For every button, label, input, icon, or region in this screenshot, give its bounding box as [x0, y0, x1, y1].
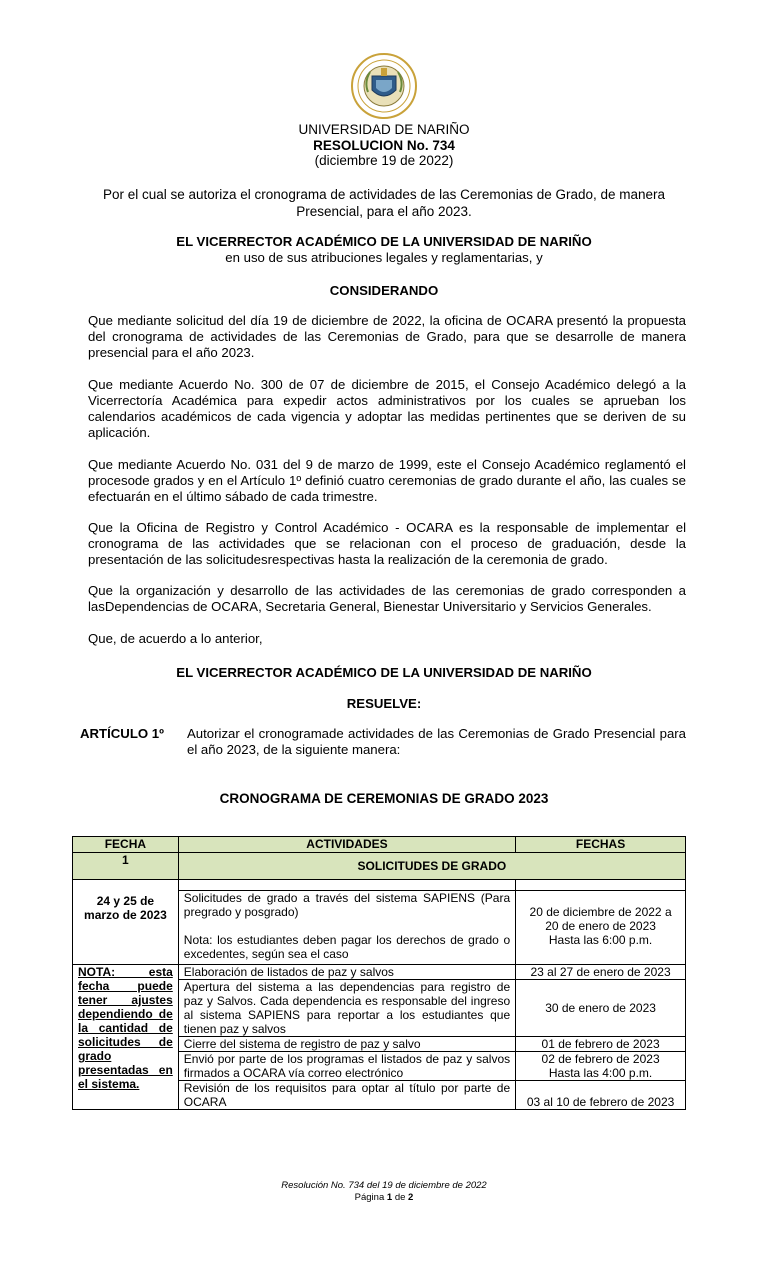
page-current: 1	[386, 1192, 393, 1203]
date-line: 01 de febrero de 2023	[516, 1037, 686, 1052]
resuelve-heading: RESUELVE:	[346, 696, 422, 711]
column-header-actividades: ACTIVIDADES	[178, 837, 515, 853]
article-text: Autorizar el cronogramade actividades de las Ceremonias de Grado Presencial para el año 2023, de la siguiente manera:	[187, 726, 686, 757]
activity-text: Envió por parte de los programas el listados de paz y salvos firmados a OCARA vía correo electrónico	[178, 1052, 515, 1081]
authority-title: EL VICERRECTOR ACADÉMICO DE LA UNIVERSIDAD DE NARIÑO	[176, 234, 592, 249]
date-line: 30 de enero de 2023	[516, 980, 686, 1037]
table-cell-empty	[516, 880, 686, 891]
table-cell-empty	[178, 880, 515, 891]
section-number: 1	[73, 853, 179, 880]
activity-note: Nota: los estudiantes deben pagar los derechos de grado o excedentes, según sea el caso	[183, 933, 511, 961]
table-row	[73, 965, 686, 980]
table-row	[73, 880, 686, 891]
article-label: ARTÍCULO 1º	[80, 726, 164, 741]
nota-text: NOTA: esta fecha puede tener ajustes dependiendo de la cantidad de solicitudes de grado presentadas en el sistema.	[73, 965, 179, 1110]
considerando-heading: CONSIDERANDO	[329, 283, 439, 298]
date-line: 03 al 10 de febrero de 2023	[516, 1081, 686, 1110]
resolution-number: RESOLUCION No. 734	[313, 138, 455, 153]
dates-cell	[516, 891, 686, 965]
considerando-paragraph: Que la Oficina de Registro y Control Académico - OCARA es la responsable de implementar el cronograma de las actividades que se relacionan con el proceso de graduación, desde la presentación de las solicitudesrespectivas hasta la realización de la ceremonia de grado.	[88, 520, 686, 567]
date-line: Hasta las 4:00 p.m.	[548, 1066, 653, 1080]
considerando-paragraph: Que mediante Acuerdo No. 031 del 9 de marzo de 1999, este el Consejo Académico reglamentó el procesode grados y en el Artículo 1º definió cuatro ceremonias de grado durante el año, las cuales se efectuarán en el último sábado de cada trimestre.	[88, 457, 686, 504]
activity-text: Revisión de los requisitos para optar al título por parte de OCARA	[178, 1081, 515, 1110]
schedule-title: CRONOGRAMA DE CEREMONIAS DE GRADO 2023	[219, 791, 549, 806]
page-number	[0, 1192, 768, 1204]
section-title: SOLICITUDES DE GRADO	[178, 853, 685, 880]
considerando-paragraph: Que mediante solicitud del día 19 de diciembre de 2022, la oficina de OCARA presentó la propuesta del cronograma de actividades de las Ceremonias de Grado, para que se desarrolle de manera presencial para el año 2023.	[88, 313, 686, 360]
activity-text: Elaboración de listados de paz y salvos	[178, 965, 515, 980]
page-total: 2	[408, 1192, 414, 1203]
footer-reference: Resolución No. 734 del 19 de diciembre de 2022	[281, 1180, 487, 1191]
resolution-date: (diciembre 19 de 2022)	[314, 153, 454, 168]
dates-cell	[516, 1052, 686, 1081]
authority-subtitle: en uso de sus atribuciones legales y reglamentarias, y	[225, 250, 543, 265]
column-header-fecha: FECHA	[73, 837, 179, 853]
activity-text: Cierre del sistema de registro de paz y salvo	[178, 1037, 515, 1052]
considerando-paragraph: Que la organización y desarrollo de las actividades de las ceremonias de grado corresponden a lasDependencias de OCARA, Secretaria General, Bienestar Universitario y Servicios Generales.	[88, 583, 686, 614]
activity-text: Apertura del sistema a las dependencias para registro de paz y Salvos. Cada dependencia es responsable del ingreso al sistema SAPIENS para reportar a los estudiantes que tienen paz y salvos	[178, 980, 515, 1037]
date-line: Hasta las 6:00 p.m.	[548, 933, 653, 947]
activity-text: Solicitudes de grado a través del sistema SAPIENS (Para pregrado y posgrado)	[183, 891, 511, 919]
page-prefix: Página	[354, 1192, 385, 1203]
date-line: 02 de febrero de 2023	[541, 1052, 660, 1066]
date-line: 23 al 27 de enero de 2023	[516, 965, 686, 980]
table-header-row	[73, 837, 686, 853]
considerando-paragraph: Que, de acuerdo a lo anterior,	[88, 631, 263, 646]
resuelve-authority: EL VICERRECTOR ACADÉMICO DE LA UNIVERSIDAD DE NARIÑO	[176, 665, 592, 680]
considerando-paragraph: Que mediante Acuerdo No. 300 de 07 de diciembre de 2015, el Consejo Académico delegó a la Vicerrectoría Académica para expedir actos administrativos por los cuales se aprueban los calendarios académicos de cada vigencia y adoptar las medidas pertinentes que se deriven de su aplicación.	[88, 377, 686, 440]
column-header-fechas: FECHAS	[516, 837, 686, 853]
activity-cell	[178, 891, 515, 965]
resolution-purpose: Por el cual se autoriza el cronograma de actividades de las Ceremonias de Grado, de manera Presencial, para el año 2023.	[102, 187, 666, 219]
university-seal-logo	[350, 52, 418, 120]
date-line: 20 de diciembre de 2022 a	[529, 905, 672, 919]
ceremony-date: 24 y 25 de marzo de 2023	[73, 880, 179, 965]
schedule-table	[72, 836, 686, 1110]
page-footer	[0, 1180, 768, 1204]
university-name: UNIVERSIDAD DE NARIÑO	[298, 122, 470, 137]
date-line: 20 de enero de 2023	[545, 919, 656, 933]
page-of: de	[394, 1192, 406, 1203]
section-row	[73, 853, 686, 880]
